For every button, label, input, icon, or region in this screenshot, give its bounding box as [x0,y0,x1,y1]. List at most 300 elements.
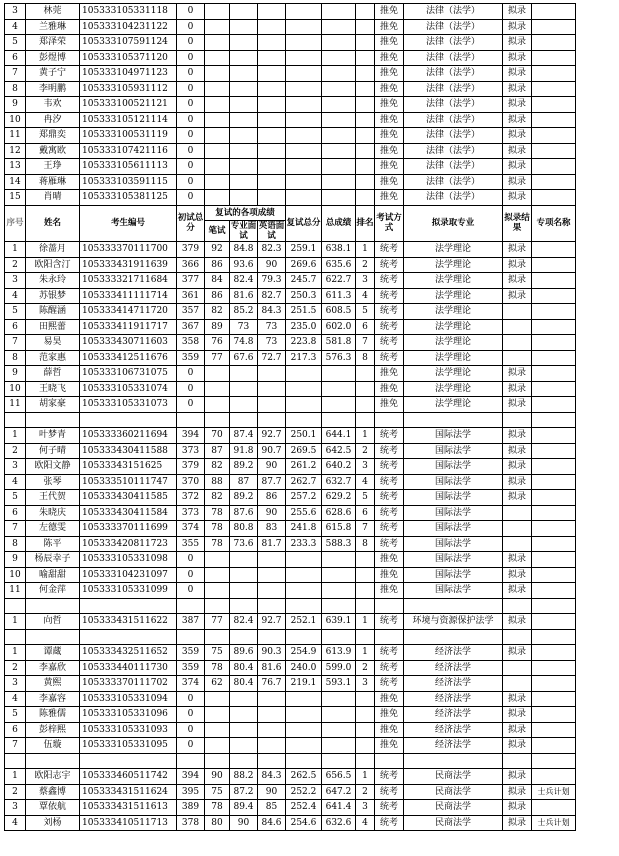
blank-cell [356,412,375,428]
initial-total-cell: 0 [177,174,205,190]
seq-cell: 1 [5,769,26,785]
exam-id-cell: 105333105121114 [80,112,177,128]
table-row [5,50,576,66]
retest-total-cell [286,738,322,754]
initial-total-cell: 0 [177,4,205,20]
eng-interview-cell: 82.3 [258,242,286,258]
name-cell: 陈雅儒 [26,707,80,723]
retest-total-cell [286,35,322,51]
rank-cell [356,19,375,35]
major-cell: 法学理论 [404,335,503,351]
seq-cell: 6 [5,50,26,66]
exam-id-cell: 105333370111702 [80,676,177,692]
blank-cell [532,629,576,645]
special-cell [532,738,576,754]
total-score-cell: 613.9 [322,645,356,661]
rank-cell [356,50,375,66]
name-cell: 兰雅琳 [26,19,80,35]
initial-total-cell: 366 [177,257,205,273]
major-cell: 法学理论 [404,242,503,258]
result-cell: 拟录 [503,769,532,785]
table-row [5,815,576,831]
exam-id-cell: 105333104231097 [80,567,177,583]
name-cell: 薛哲 [26,366,80,382]
result-cell: 拟录 [503,567,532,583]
header-retest-total: 复试总分 [286,205,322,242]
rank-cell [356,66,375,82]
rank-cell: 4 [356,474,375,490]
blank-cell [177,412,205,428]
result-cell: 拟录 [503,443,532,459]
name-cell: 刘杨 [26,815,80,831]
initial-total-cell: 395 [177,784,205,800]
blank-cell [258,629,286,645]
retest-total-cell [286,691,322,707]
total-score-cell: 656.5 [322,769,356,785]
major-cell: 法律（法学） [404,81,503,97]
prof-interview-cell [230,552,258,568]
retest-total-cell: 269.6 [286,257,322,273]
written-score-cell [205,567,230,583]
initial-total-cell: 367 [177,319,205,335]
total-score-cell: 642.5 [322,443,356,459]
retest-total-cell [286,567,322,583]
exam-id-cell: 105333411911717 [80,319,177,335]
prof-interview-cell: 80.8 [230,521,258,537]
name-cell: 李嘉容 [26,691,80,707]
prof-interview-cell [230,174,258,190]
exam-method-cell: 推免 [375,552,404,568]
major-cell: 国际法学 [404,459,503,475]
rank-cell: 4 [356,288,375,304]
blank-cell [322,412,356,428]
initial-total-cell: 359 [177,645,205,661]
exam-id-cell: 10533343151625 [80,459,177,475]
eng-interview-cell: 81.7 [258,536,286,552]
retest-total-cell: 255.6 [286,505,322,521]
eng-interview-cell [258,19,286,35]
rank-cell: 1 [356,614,375,630]
initial-total-cell: 0 [177,66,205,82]
initial-total-cell: 0 [177,722,205,738]
total-score-cell: 593.1 [322,676,356,692]
seq-cell: 5 [5,35,26,51]
major-cell: 法学理论 [404,366,503,382]
initial-total-cell: 373 [177,443,205,459]
special-cell [532,242,576,258]
result-cell: 拟录 [503,242,532,258]
total-score-cell [322,174,356,190]
exam-method-cell: 统考 [375,335,404,351]
exam-method-cell: 统考 [375,490,404,506]
blank-cell [322,753,356,769]
exam-id-cell: 105333107421116 [80,143,177,159]
blank-cell [26,753,80,769]
prof-interview-cell: 89.6 [230,645,258,661]
initial-total-cell: 387 [177,614,205,630]
written-score-cell: 82 [205,459,230,475]
prof-interview-cell: 67.6 [230,350,258,366]
table-row [5,81,576,97]
result-cell: 拟录 [503,4,532,20]
result-cell: 拟录 [503,397,532,413]
retest-total-cell: 262.5 [286,769,322,785]
exam-method-cell: 推免 [375,583,404,599]
written-score-cell [205,35,230,51]
retest-total-cell: 233.3 [286,536,322,552]
total-score-cell: 632.6 [322,815,356,831]
seq-cell: 14 [5,174,26,190]
exam-method-cell: 统考 [375,288,404,304]
special-cell [532,257,576,273]
exam-id-cell: 105333360211694 [80,428,177,444]
result-cell [503,505,532,521]
special-cell [532,304,576,320]
prof-interview-cell [230,112,258,128]
written-score-cell: 62 [205,676,230,692]
prof-interview-cell [230,738,258,754]
retest-total-cell: 261.2 [286,459,322,475]
eng-interview-cell: 90.7 [258,443,286,459]
result-cell: 拟录 [503,428,532,444]
name-cell: 伍璇 [26,738,80,754]
written-score-cell [205,97,230,113]
rank-cell [356,583,375,599]
written-score-cell: 88 [205,474,230,490]
result-cell: 拟录 [503,143,532,159]
special-cell [532,97,576,113]
result-cell: 拟录 [503,707,532,723]
table-row [5,273,576,289]
special-cell [532,614,576,630]
major-cell: 国际法学 [404,443,503,459]
table-row [5,552,576,568]
rank-cell [356,97,375,113]
blank-cell [177,598,205,614]
major-cell: 法学理论 [404,381,503,397]
result-cell: 拟录 [503,614,532,630]
written-score-cell [205,81,230,97]
special-cell [532,536,576,552]
special-cell [532,66,576,82]
name-cell: 林莞 [26,4,80,20]
blank-cell [205,598,230,614]
name-cell: 冉汐 [26,112,80,128]
result-cell [503,335,532,351]
exam-method-cell: 统考 [375,242,404,258]
major-cell: 国际法学 [404,521,503,537]
seq-cell: 2 [5,443,26,459]
name-cell: 张琴 [26,474,80,490]
total-score-cell: 629.2 [322,490,356,506]
eng-interview-cell [258,143,286,159]
exam-id-cell: 105333430411585 [80,490,177,506]
retest-total-cell [286,190,322,206]
initial-total-cell: 394 [177,769,205,785]
initial-total-cell: 0 [177,738,205,754]
name-cell: 蒋雁琳 [26,174,80,190]
major-cell: 经济法学 [404,738,503,754]
table-row [5,319,576,335]
retest-total-cell [286,81,322,97]
special-cell [532,19,576,35]
result-cell [503,536,532,552]
result-cell: 拟录 [503,97,532,113]
name-cell: 胡家豪 [26,397,80,413]
written-score-cell [205,366,230,382]
written-score-cell: 78 [205,505,230,521]
eng-interview-cell: 84.3 [258,769,286,785]
table-row [5,691,576,707]
initial-total-cell: 373 [177,505,205,521]
name-cell: 徐蔷月 [26,242,80,258]
major-cell: 法学理论 [404,288,503,304]
exam-id-cell: 105333431511613 [80,800,177,816]
exam-id-cell: 105333100531119 [80,128,177,144]
seq-cell: 4 [5,815,26,831]
special-cell [532,660,576,676]
major-cell: 法律（法学） [404,159,503,175]
written-score-cell [205,190,230,206]
written-score-cell: 89 [205,319,230,335]
table-row [5,800,576,816]
exam-id-cell: 105333370111700 [80,242,177,258]
special-cell [532,490,576,506]
prof-interview-cell: 89.2 [230,490,258,506]
table-row [5,614,576,630]
retest-total-cell: 269.5 [286,443,322,459]
exam-method-cell: 推免 [375,66,404,82]
special-cell [532,769,576,785]
eng-interview-cell: 87.7 [258,474,286,490]
exam-id-cell: 105333440111730 [80,660,177,676]
prof-interview-cell [230,397,258,413]
rank-cell: 2 [356,784,375,800]
rank-cell [356,159,375,175]
table-row [5,257,576,273]
blank-cell [503,753,532,769]
major-cell: 国际法学 [404,490,503,506]
total-score-cell [322,112,356,128]
blank-cell [26,412,80,428]
written-score-cell [205,4,230,20]
special-cell [532,50,576,66]
name-cell: 朱晓庆 [26,505,80,521]
result-cell: 拟录 [503,381,532,397]
exam-method-cell: 推免 [375,707,404,723]
retest-total-cell: 245.7 [286,273,322,289]
seq-cell: 4 [5,691,26,707]
initial-total-cell: 370 [177,474,205,490]
exam-id-cell: 105333431511622 [80,614,177,630]
seq-cell: 3 [5,676,26,692]
blank-cell [286,598,322,614]
exam-method-cell: 统考 [375,676,404,692]
total-score-cell: 581.8 [322,335,356,351]
special-cell [532,128,576,144]
seq-cell: 5 [5,304,26,320]
special-cell [532,459,576,475]
rank-cell: 7 [356,521,375,537]
exam-method-cell: 推免 [375,738,404,754]
initial-total-cell: 0 [177,190,205,206]
initial-total-cell: 372 [177,490,205,506]
rank-cell: 3 [356,676,375,692]
table-row [5,366,576,382]
exam-id-cell: 105333106731075 [80,366,177,382]
blank-cell [532,753,576,769]
special-cell [532,4,576,20]
blank-cell [80,753,177,769]
initial-total-cell: 0 [177,159,205,175]
result-cell: 拟录 [503,583,532,599]
eng-interview-cell [258,81,286,97]
table-row [5,428,576,444]
prof-interview-cell: 80.4 [230,676,258,692]
written-score-cell: 92 [205,242,230,258]
initial-total-cell: 377 [177,273,205,289]
total-score-cell: 632.7 [322,474,356,490]
header-written: 笔试 [205,221,230,242]
major-cell: 法学理论 [404,319,503,335]
name-cell: 覃依航 [26,800,80,816]
major-cell: 经济法学 [404,707,503,723]
prof-interview-cell: 80.4 [230,660,258,676]
header-retest-items: 复试的各项成绩 [205,205,286,221]
rank-cell [356,381,375,397]
seq-cell: 9 [5,552,26,568]
written-score-cell [205,19,230,35]
special-cell [532,174,576,190]
special-cell [532,567,576,583]
written-score-cell: 70 [205,428,230,444]
blank-cell [5,598,26,614]
special-cell [532,366,576,382]
table-body [5,4,576,831]
seq-cell: 6 [5,722,26,738]
major-cell: 国际法学 [404,536,503,552]
initial-total-cell: 0 [177,381,205,397]
blank-cell [258,412,286,428]
header-eng-interview: 英语面试 [258,221,285,241]
seq-cell: 7 [5,66,26,82]
eng-interview-cell: 81.6 [258,660,286,676]
rank-cell: 8 [356,536,375,552]
blank-cell [26,629,80,645]
header-prof-interview: 专业面试 [230,221,257,241]
prof-interview-cell [230,66,258,82]
seq-cell: 11 [5,397,26,413]
rank-cell [356,112,375,128]
table-row [5,350,576,366]
name-cell: 左德雯 [26,521,80,537]
exam-id-cell: 105333321711684 [80,273,177,289]
rank-cell [356,174,375,190]
retest-total-cell [286,174,322,190]
exam-method-cell: 推免 [375,691,404,707]
table-row [5,443,576,459]
special-cell [532,707,576,723]
seq-cell: 7 [5,335,26,351]
blank-cell [230,412,258,428]
eng-interview-cell [258,567,286,583]
major-cell: 法学理论 [404,304,503,320]
seq-cell: 10 [5,567,26,583]
result-cell: 拟录 [503,738,532,754]
retest-total-cell [286,128,322,144]
special-cell [532,143,576,159]
eng-interview-cell: 90 [258,459,286,475]
eng-interview-cell: 72.7 [258,350,286,366]
initial-total-cell: 0 [177,691,205,707]
prof-interview-cell [230,35,258,51]
special-cell [532,35,576,51]
exam-method-cell: 推免 [375,722,404,738]
initial-total-cell: 0 [177,81,205,97]
total-score-cell [322,50,356,66]
header-major: 拟录取专业 [404,205,503,242]
eng-interview-cell [258,174,286,190]
major-cell: 民商法学 [404,769,503,785]
seq-cell: 8 [5,536,26,552]
exam-id-cell: 105333510111747 [80,474,177,490]
major-cell: 法律（法学） [404,190,503,206]
table-row [5,567,576,583]
exam-method-cell: 统考 [375,474,404,490]
written-score-cell [205,397,230,413]
total-score-cell: 628.6 [322,505,356,521]
total-score-cell: 640.2 [322,459,356,475]
result-cell: 拟录 [503,645,532,661]
exam-method-cell: 推免 [375,159,404,175]
major-cell: 经济法学 [404,660,503,676]
rank-cell: 3 [356,800,375,816]
initial-total-cell: 0 [177,50,205,66]
blank-cell [230,753,258,769]
result-cell: 拟录 [503,66,532,82]
eng-interview-cell: 82.7 [258,288,286,304]
name-cell: 黄子宁 [26,66,80,82]
result-cell: 拟录 [503,50,532,66]
blank-cell [80,629,177,645]
special-cell [532,474,576,490]
exam-id-cell: 105333104231122 [80,19,177,35]
exam-id-cell: 105333412511676 [80,350,177,366]
eng-interview-cell [258,50,286,66]
retest-total-cell: 223.8 [286,335,322,351]
initial-total-cell: 374 [177,521,205,537]
retest-total-cell: 251.5 [286,304,322,320]
major-cell: 法律（法学） [404,143,503,159]
retest-total-cell [286,50,322,66]
exam-id-cell: 105333105331096 [80,707,177,723]
seq-cell: 5 [5,490,26,506]
result-cell: 拟录 [503,691,532,707]
seq-cell: 10 [5,112,26,128]
seq-cell: 5 [5,707,26,723]
exam-method-cell: 统考 [375,784,404,800]
special-cell [532,273,576,289]
result-cell: 拟录 [503,159,532,175]
table-row [5,19,576,35]
special-cell [532,381,576,397]
retest-total-cell: 235.0 [286,319,322,335]
written-score-cell: 75 [205,645,230,661]
seq-cell: 3 [5,800,26,816]
table-row [5,112,576,128]
blank-cell [404,629,503,645]
special-cell: 士兵计划 [532,815,576,831]
